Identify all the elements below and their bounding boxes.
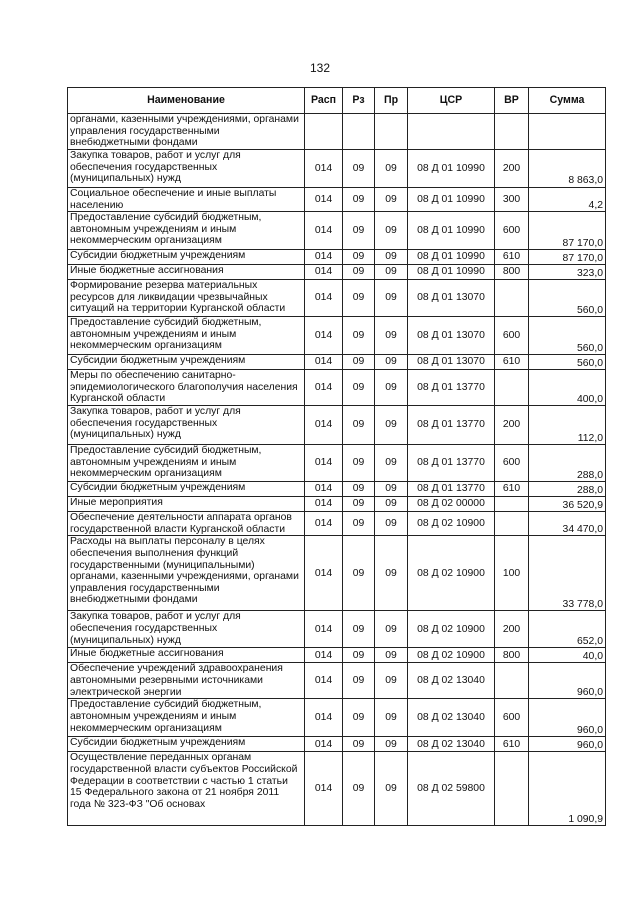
row-sum: 87 170,0 <box>529 250 606 265</box>
row-rz: 09 <box>343 737 375 752</box>
row-name: Предоставление субсидий бюджетным, автономным учреждениям и иным некоммерческим организациям <box>68 445 305 482</box>
row-pr: 09 <box>375 445 408 482</box>
row-vr: 200 <box>495 611 529 648</box>
row-sum: 560,0 <box>529 355 606 370</box>
row-rasp: 014 <box>305 497 343 512</box>
row-pr: 09 <box>375 512 408 536</box>
row-csr <box>408 114 495 150</box>
row-pr: 09 <box>375 497 408 512</box>
row-csr: 08 Д 01 10990 <box>408 188 495 212</box>
row-rz: 09 <box>343 445 375 482</box>
row-name: Формирование резерва материальных ресурсов для ликвидации чрезвычайных ситуаций на территории Курганской области <box>68 280 305 317</box>
row-csr: 08 Д 01 13070 <box>408 280 495 317</box>
row-sum: 112,0 <box>529 406 606 445</box>
row-name: Иные бюджетные ассигнования <box>68 265 305 280</box>
row-name: Иные мероприятия <box>68 497 305 512</box>
row-rz: 09 <box>343 699 375 737</box>
row-rz: 09 <box>343 280 375 317</box>
row-pr: 09 <box>375 317 408 355</box>
table-row <box>68 250 606 265</box>
row-name: Субсидии бюджетным учреждениям <box>68 482 305 497</box>
row-vr <box>495 752 529 826</box>
row-rz: 09 <box>343 611 375 648</box>
header-rasp: Расп <box>305 88 343 114</box>
row-rz: 09 <box>343 250 375 265</box>
row-csr: 08 Д 02 10900 <box>408 648 495 663</box>
row-name: Социальное обеспечение и иные выплаты населению <box>68 188 305 212</box>
row-name: Закупка товаров, работ и услуг для обеспечения государственных (муниципальных) нужд <box>68 150 305 188</box>
table-row <box>68 737 606 752</box>
row-rasp: 014 <box>305 536 343 611</box>
table-header-row <box>68 88 606 114</box>
row-pr: 09 <box>375 355 408 370</box>
row-name: Субсидии бюджетным учреждениям <box>68 250 305 265</box>
row-rasp: 014 <box>305 265 343 280</box>
row-sum: 34 470,0 <box>529 512 606 536</box>
row-name: Обеспечение учреждений здравоохранения автономными резервными источниками электрической энергии <box>68 663 305 699</box>
row-name: Иные бюджетные ассигнования <box>68 648 305 663</box>
row-rasp: 014 <box>305 250 343 265</box>
row-vr: 600 <box>495 212 529 250</box>
row-rz: 09 <box>343 497 375 512</box>
header-csr: ЦСР <box>408 88 495 114</box>
table-row <box>68 699 606 737</box>
row-rz: 09 <box>343 212 375 250</box>
row-sum: 960,0 <box>529 737 606 752</box>
row-csr: 08 Д 02 00000 <box>408 497 495 512</box>
row-pr: 09 <box>375 150 408 188</box>
header-name: Наименование <box>68 88 305 114</box>
row-rasp: 014 <box>305 482 343 497</box>
row-rz: 09 <box>343 752 375 826</box>
row-rasp: 014 <box>305 611 343 648</box>
row-sum: 33 778,0 <box>529 536 606 611</box>
row-rasp <box>305 114 343 150</box>
row-pr: 09 <box>375 611 408 648</box>
row-rz: 09 <box>343 482 375 497</box>
row-rasp: 014 <box>305 150 343 188</box>
row-pr: 09 <box>375 663 408 699</box>
row-csr: 08 Д 02 13040 <box>408 737 495 752</box>
table-row <box>68 611 606 648</box>
row-rz: 09 <box>343 512 375 536</box>
table-row <box>68 536 606 611</box>
table-row <box>68 370 606 406</box>
row-name: Обеспечение деятельности аппарата органов государственной власти Курганской области <box>68 512 305 536</box>
row-rz: 09 <box>343 370 375 406</box>
budget-table <box>67 87 606 826</box>
row-rasp: 014 <box>305 370 343 406</box>
row-name: Расходы на выплаты персоналу в целях обеспечения выполнения функций государственными (муниципальными) органами, казенными учреждениями, органами управления государственными внебюджетными фондами <box>68 536 305 611</box>
row-rz: 09 <box>343 317 375 355</box>
table-row <box>68 212 606 250</box>
row-vr: 300 <box>495 188 529 212</box>
row-vr: 610 <box>495 355 529 370</box>
row-csr: 08 Д 02 10900 <box>408 512 495 536</box>
row-pr: 09 <box>375 699 408 737</box>
row-sum: 288,0 <box>529 445 606 482</box>
row-pr: 09 <box>375 370 408 406</box>
row-rz: 09 <box>343 536 375 611</box>
row-csr: 08 Д 01 10990 <box>408 212 495 250</box>
row-csr: 08 Д 01 13770 <box>408 445 495 482</box>
row-rz: 09 <box>343 150 375 188</box>
row-sum: 1 090,9 <box>529 752 606 826</box>
row-sum: 560,0 <box>529 280 606 317</box>
row-csr: 08 Д 02 59800 <box>408 752 495 826</box>
row-name: Осуществление переданных органам государственной власти субъектов Российской Федерации в соответствии с частью 1 статьи 15 Федерального закона от 21 ноября 2011 года № 323-ФЗ "Об основах <box>68 752 305 826</box>
header-sum: Сумма <box>529 88 606 114</box>
row-sum: 960,0 <box>529 699 606 737</box>
row-rz: 09 <box>343 355 375 370</box>
row-vr: 200 <box>495 406 529 445</box>
row-csr: 08 Д 02 10900 <box>408 611 495 648</box>
table-row <box>68 663 606 699</box>
row-sum: 400,0 <box>529 370 606 406</box>
table-row <box>68 317 606 355</box>
row-rasp: 014 <box>305 752 343 826</box>
row-vr: 610 <box>495 482 529 497</box>
row-csr: 08 Д 01 10990 <box>408 250 495 265</box>
row-name: органами, казенными учреждениями, органами управления государственными внебюджетными фондами <box>68 114 305 150</box>
row-vr: 800 <box>495 265 529 280</box>
row-pr: 09 <box>375 752 408 826</box>
row-vr <box>495 370 529 406</box>
table-row <box>68 752 606 826</box>
row-csr: 08 Д 01 13770 <box>408 370 495 406</box>
row-pr: 09 <box>375 648 408 663</box>
row-sum <box>529 114 606 150</box>
row-csr: 08 Д 01 13070 <box>408 355 495 370</box>
row-sum: 36 520,9 <box>529 497 606 512</box>
row-csr: 08 Д 02 13040 <box>408 663 495 699</box>
row-pr <box>375 114 408 150</box>
row-rz: 09 <box>343 663 375 699</box>
table-row <box>68 648 606 663</box>
row-sum: 652,0 <box>529 611 606 648</box>
row-csr: 08 Д 01 13070 <box>408 317 495 355</box>
row-rasp: 014 <box>305 280 343 317</box>
row-vr <box>495 512 529 536</box>
table-row <box>68 497 606 512</box>
row-rz: 09 <box>343 188 375 212</box>
row-csr: 08 Д 02 10900 <box>408 536 495 611</box>
row-vr <box>495 497 529 512</box>
row-csr: 08 Д 01 13770 <box>408 482 495 497</box>
row-vr <box>495 280 529 317</box>
row-name: Субсидии бюджетным учреждениям <box>68 355 305 370</box>
row-pr: 09 <box>375 212 408 250</box>
row-rasp: 014 <box>305 188 343 212</box>
page-number: 132 <box>309 61 331 75</box>
row-rasp: 014 <box>305 317 343 355</box>
row-sum: 40,0 <box>529 648 606 663</box>
row-rasp: 014 <box>305 406 343 445</box>
row-name: Предоставление субсидий бюджетным, автономным учреждениям и иным некоммерческим организациям <box>68 699 305 737</box>
row-rasp: 014 <box>305 663 343 699</box>
table-row <box>68 445 606 482</box>
row-vr: 600 <box>495 317 529 355</box>
row-csr: 08 Д 01 10990 <box>408 265 495 280</box>
row-name: Закупка товаров, работ и услуг для обеспечения государственных (муниципальных) нужд <box>68 611 305 648</box>
row-rz: 09 <box>343 406 375 445</box>
row-name: Субсидии бюджетным учреждениям <box>68 737 305 752</box>
row-vr: 600 <box>495 699 529 737</box>
row-name: Предоставление субсидий бюджетным, автономным учреждениям и иным некоммерческим организациям <box>68 317 305 355</box>
row-vr <box>495 663 529 699</box>
row-rasp: 014 <box>305 512 343 536</box>
row-rz: 09 <box>343 265 375 280</box>
row-vr: 200 <box>495 150 529 188</box>
row-pr: 09 <box>375 250 408 265</box>
row-pr: 09 <box>375 737 408 752</box>
table-row <box>68 150 606 188</box>
row-pr: 09 <box>375 188 408 212</box>
row-vr: 800 <box>495 648 529 663</box>
row-csr: 08 Д 01 10990 <box>408 150 495 188</box>
row-rasp: 014 <box>305 699 343 737</box>
row-sum: 87 170,0 <box>529 212 606 250</box>
row-csr: 08 Д 02 13040 <box>408 699 495 737</box>
header-pr: Пр <box>375 88 408 114</box>
row-pr: 09 <box>375 536 408 611</box>
table-row <box>68 280 606 317</box>
table-body <box>68 114 606 826</box>
row-pr: 09 <box>375 265 408 280</box>
table-row <box>68 188 606 212</box>
row-rasp: 014 <box>305 355 343 370</box>
row-pr: 09 <box>375 482 408 497</box>
row-rz: 09 <box>343 648 375 663</box>
row-sum: 8 863,0 <box>529 150 606 188</box>
row-pr: 09 <box>375 406 408 445</box>
table-row <box>68 512 606 536</box>
row-vr: 100 <box>495 536 529 611</box>
table-row <box>68 406 606 445</box>
row-rasp: 014 <box>305 445 343 482</box>
row-vr <box>495 114 529 150</box>
row-vr: 610 <box>495 737 529 752</box>
row-sum: 288,0 <box>529 482 606 497</box>
row-rasp: 014 <box>305 648 343 663</box>
row-name: Меры по обеспечению санитарно-эпидемиологического благополучия населения Курганской области <box>68 370 305 406</box>
row-vr: 600 <box>495 445 529 482</box>
row-vr: 610 <box>495 250 529 265</box>
row-rasp: 014 <box>305 212 343 250</box>
row-pr: 09 <box>375 280 408 317</box>
row-rz <box>343 114 375 150</box>
header-rz: Рз <box>343 88 375 114</box>
row-sum: 4,2 <box>529 188 606 212</box>
row-csr: 08 Д 01 13770 <box>408 406 495 445</box>
row-sum: 323,0 <box>529 265 606 280</box>
table-row <box>68 355 606 370</box>
row-rasp: 014 <box>305 737 343 752</box>
row-name: Предоставление субсидий бюджетным, автономным учреждениям и иным некоммерческим организациям <box>68 212 305 250</box>
row-sum: 960,0 <box>529 663 606 699</box>
header-vr: ВР <box>495 88 529 114</box>
row-name: Закупка товаров, работ и услуг для обеспечения государственных (муниципальных) нужд <box>68 406 305 445</box>
table-row <box>68 482 606 497</box>
table-row <box>68 265 606 280</box>
row-sum: 560,0 <box>529 317 606 355</box>
table-row <box>68 114 606 150</box>
